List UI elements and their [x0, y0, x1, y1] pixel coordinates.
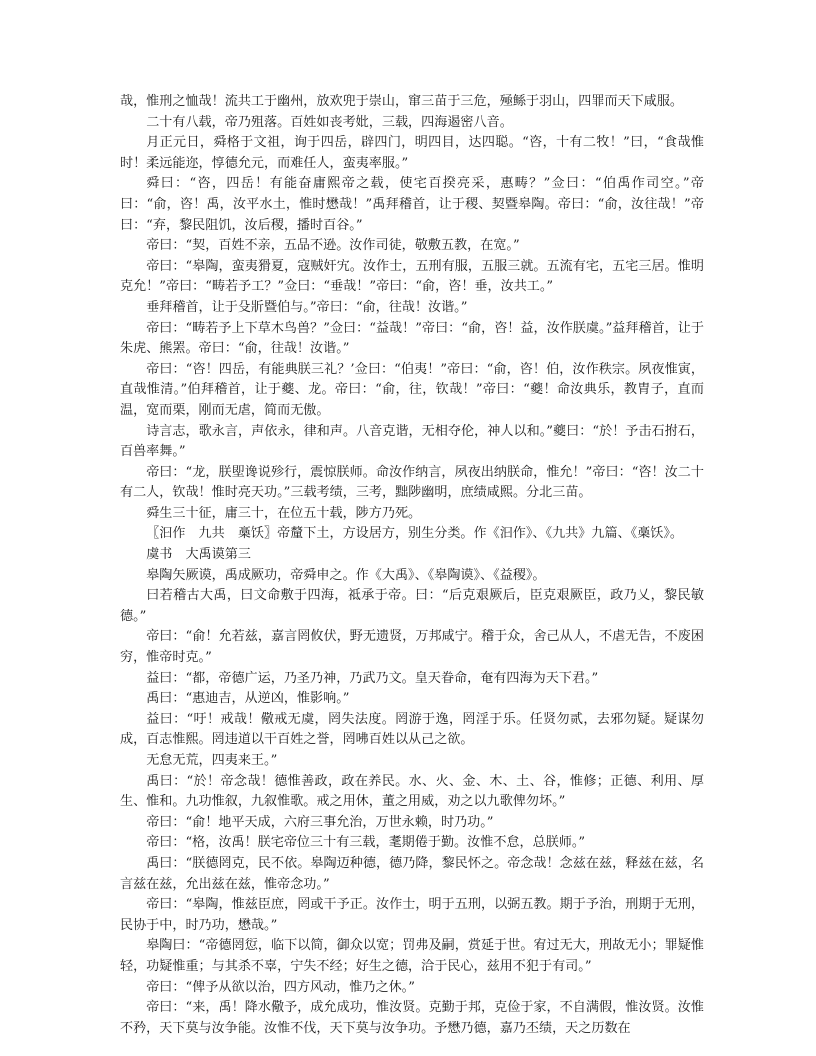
- document-page: [120, 92, 704, 1039]
- paragraph-28: 帝曰：“来，禹！降水儆予，成允成功，惟汝贤。克勤于邦，克俭于家，不自满假，惟汝贤。汝惟不矜，天下莫与汝争能。汝惟不伐，天下莫与汝争功。予懋乃德，嘉乃丕绩，天之历数在: [120, 1000, 704, 1036]
- paragraph-27: 帝曰：“俾予从欲以治，四方风动，惟乃之休。”: [146, 979, 415, 995]
- section-heading: 虞书 大禹谟第三: [146, 547, 251, 563]
- paragraph-23: 帝曰：“格，汝禹！朕宅帝位三十有三载，耄期倦于勤。汝惟不怠，总朕师。”: [146, 835, 586, 851]
- paragraph-8: 帝曰：“咨！四岳，有能典朕三礼？’佥曰：“伯夷！”帝曰：“俞，咨！伯，汝作秩宗。夙夜惟寅，直哉惟清。”伯拜稽首，让于夔、龙。帝曰：“俞，往，钦哉！”帝曰：“夔！命汝典乐，教胄子，直而温，宽而栗，刚而无虐，简而无傲。: [120, 361, 704, 418]
- paragraph-14: 皋陶矢厥谟，禹成厥功，帝舜申之。作《大禹》、《皋陶谟》、《益稷》。: [146, 567, 546, 583]
- paragraph-10: 帝曰：“龙，朕堲谗说殄行，震惊朕师。命汝作纳言，夙夜出纳朕命，惟允！”帝曰：“咨！汝二十有二人，钦哉！惟时亮天功。”三载考绩，三考，黜陟幽明，庶绩咸熙。分北三苗。: [120, 464, 704, 501]
- paragraph-1: 二十有八载，帝乃殂落。百姓如丧考妣，三载，四海遏密八音。: [146, 114, 513, 130]
- paragraph-3: 舜曰：“咨，四岳！有能奋庸熙帝之载，使宅百揆亮采，惠畴？”佥曰：“伯禹作司空。”帝曰：“俞，咨！禹，汝平水土，惟时懋哉！”禹拜稽首，让于稷、契暨皋陶。帝曰：“俞，汝往哉！”帝曰：“弃，黎民阻饥，汝后稷，播时百谷。”: [120, 176, 704, 233]
- paragraph-19: 益曰：“吁！戒哉！儆戒无虞，罔失法度。罔游于逸，罔淫于乐。任贤勿贰，去邪勿疑。疑谋勿成，百志惟熙。罔违道以干百姓之誉，罔咈百姓以从己之欲。: [120, 711, 704, 748]
- paragraph-15: 曰若稽古大禹，曰文命敷于四海，祗承于帝。曰：“后克艰厥后，臣克艰厥臣，政乃乂，黎民敏德。”: [120, 588, 704, 624]
- paragraph-26: 皋陶曰：“帝德罔愆，临下以简，御众以宽；罚弗及嗣，赏延于世。宥过无大，刑故无小；罪疑惟轻，功疑惟重；与其杀不辜，宁失不经；好生之德，洽于民心，兹用不犯于有司。”: [120, 938, 704, 974]
- paragraph-12: 〖汩作 九共 槀饫〗帝釐下土，方设居方，别生分类。作《汩作》、《九共》九篇、《槀饫》。: [146, 526, 684, 542]
- paragraph-17: 益曰：“都，帝德广运，乃圣乃神，乃武乃文。皇天眷命，奄有四海为天下君。”: [146, 670, 599, 686]
- paragraph-2: 月正元日，舜格于文祖，询于四岳，辟四门，明四目，达四聪。“咨，十有二牧！”曰，“食哉惟时！柔远能迩，惇德允元，而难任人，蛮夷率服。”: [120, 135, 704, 171]
- paragraph-21: 禹曰：“於！帝念哉！德惟善政，政在养民。水、火、金、木、土、谷，惟修；正德、利用、厚生、惟和。九功惟叙，九叙惟歌。戒之用休，董之用威，劝之以九歌俾勿坏。”: [120, 773, 704, 810]
- paragraph-5: 帝曰：“皋陶，蛮夷猾夏，寇贼奸宄。汝作士，五刑有服，五服三就。五流有宅，五宅三居。惟明克允！”帝曰：“畴若予工？”佥曰：“垂哉！”帝曰：“俞，咨！垂，汝共工。”: [120, 258, 704, 295]
- paragraph-22: 帝曰：“俞！地平天成，六府三事允治，万世永赖，时乃功。”: [146, 814, 494, 830]
- paragraph-24: 禹曰：“朕德罔克，民不依。皋陶迈种德，德乃降，黎民怀之。帝念哉！念兹在兹，释兹在兹，名言兹在兹，允出兹在兹，惟帝念功。”: [120, 855, 704, 892]
- paragraph-11: 舜生三十征，庸三十，在位五十载，陟方乃死。: [146, 505, 422, 521]
- paragraph-20: 无怠无荒，四夷来王。”: [146, 753, 278, 768]
- paragraph-4: 帝曰：“契，百姓不亲，五品不逊。汝作司徒，敬敷五教，在宽。”: [146, 238, 520, 254]
- paragraph-16: 帝曰：“俞！允若兹，嘉言罔攸伏，野无遗贤，万邦咸宁。稽于众，舍己从人，不虐无告，不废困穷，惟帝时克。”: [120, 629, 704, 666]
- paragraph-7: 帝曰：“畴若予上下草木鸟兽？”佥曰：“益哉！”帝曰：“俞，咨！益，汝作朕虞。”益拜稽首，让于朱虎、熊罴。帝曰：“俞，往哉！汝谐。”: [120, 320, 704, 357]
- paragraph-9: 诗言志，歌永言，声依永，律和声。八音克谐，无相夺伦，神人以和。”夔曰：“於！予击石拊石，百兽率舞。”: [120, 423, 704, 460]
- paragraph-25: 帝曰：“皋陶，惟兹臣庶，罔或干予正。汝作士，明于五刑，以弼五教。期于予治，刑期于无刑，民协于中，时乃功，懋哉。”: [120, 897, 704, 933]
- paragraph-0: 哉，惟刑之恤哉！流共工于幽州，放欢兜于崇山，窜三苗于三危，殛鲧于羽山，四罪而天下咸服。: [120, 94, 684, 109]
- paragraph-6: 垂拜稽首，让于殳斨暨伯与。”帝曰：“俞，往哉！汝谐。”: [146, 299, 468, 315]
- paragraph-18: 禹曰：“惠迪吉，从逆凶，惟影响。”: [146, 691, 350, 707]
